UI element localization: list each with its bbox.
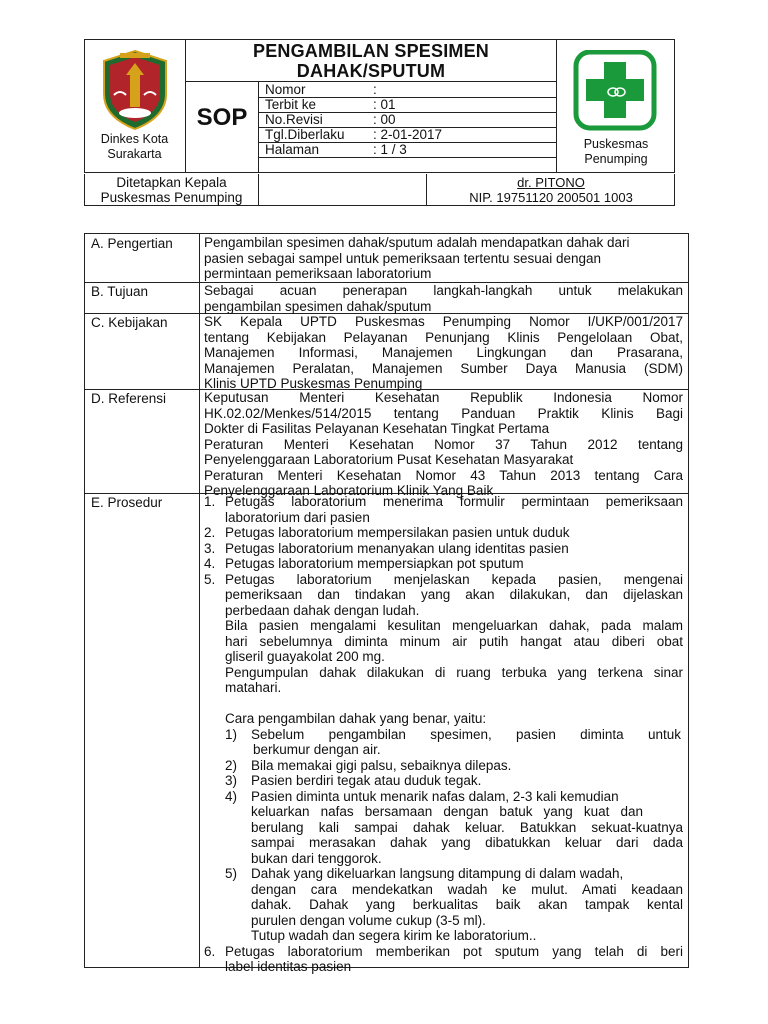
sub-procedure-title: Cara pengambilan dahak yang benar, yaitu:	[225, 711, 487, 726]
text-line: berulang kali sampai dahak keluar. Batukkan sekuat-kuatnya	[251, 819, 683, 835]
text-line: HK.02.02/Menkes/514/2015 tentang Panduan Praktik Klinis Bagi	[204, 405, 683, 421]
substep-number: 4)	[225, 788, 238, 804]
divider	[258, 157, 556, 158]
text-line: permintaan pemeriksaan laboratorium	[204, 266, 432, 281]
text-line: Peraturan Menteri Kesehatan Nomor 43 Tahun 2013 tentang Cara	[204, 467, 683, 483]
text-line: Bila pasien mengalami kesulitan mengeluarkan dahak, pada malam	[225, 618, 683, 633]
meta-label: Nomor	[265, 82, 306, 97]
text-line: perbedaan dahak dengan ludah.	[225, 602, 420, 618]
section-label-pengertian: A. Pengertian	[91, 236, 173, 251]
meta-value: : 00	[373, 112, 396, 127]
substep-text	[251, 866, 683, 944]
step-number: 5.	[204, 571, 216, 587]
caption-line: Puskesmas	[583, 137, 649, 151]
text-line: Petugas laboratorium memberikan pot sputum yang telah di beri	[225, 943, 683, 959]
step-text: Petugas laboratorium menanyakan ulang identitas pasien	[225, 540, 569, 556]
text-line: Dahak yang dikeluarkan langsung ditampung di dalam wadah,	[251, 866, 624, 881]
text-line: Tutup wadah dan segera kirim ke laboratorium..	[251, 928, 537, 943]
text-line: Pasien diminta untuk menarik nafas dalam, 2-3 kali kemudian	[251, 788, 619, 804]
text-line: sampai merasakan dahak yang dibatukkan keluar dari dada	[251, 835, 683, 850]
section-label-kebijakan: C. Kebijakan	[91, 315, 168, 330]
step-number: 6.	[204, 943, 216, 959]
step-number: 3.	[204, 540, 216, 556]
text-line: Keputusan Menteri Kesehatan Republik Indonesia Nomor	[204, 390, 683, 405]
text-line: Penyelenggaraan Laboratorium Klinik Yang Baik	[204, 483, 494, 498]
text-line: berkumur dengan air.	[253, 742, 381, 757]
substep-number: 5)	[225, 866, 238, 881]
text-line: dahak. Dahak yang berkualitas baik akan tampak kental	[251, 897, 683, 912]
meta-label: Terbit ke	[265, 97, 317, 112]
document-title	[186, 41, 556, 81]
text-line: Pengambilan spesimen dahak/sputum adalah mendapatkan dahak dari	[204, 235, 630, 250]
substep-number: 1)	[225, 726, 238, 742]
sop-label: SOP	[196, 104, 248, 131]
text-line: tentang Kebijakan Pelayanan Penunjang Klinis Pengelolaan Obat,	[204, 329, 683, 345]
signatory-nip: NIP. 19751120 200501 1003	[469, 190, 633, 205]
established-line: Ditetapkan Kepala	[116, 175, 227, 190]
signatory	[427, 175, 675, 205]
title-line: DAHAK/SPUTUM	[296, 61, 446, 81]
puskesmas-logo	[570, 50, 660, 132]
right-logo-caption	[557, 137, 675, 167]
section-label-referensi: D. Referensi	[91, 391, 167, 406]
text-line: Sebelum pengambilan spesimen, pasien diminta untuk	[251, 726, 681, 742]
text-line: pasien sebagai sampel untuk pemeriksaan tertentu sesuai dengan	[204, 250, 602, 266]
meta-value: :	[373, 82, 377, 97]
substep-text	[251, 727, 681, 758]
divider	[258, 174, 259, 206]
text-line: Manajemen Informasi, Manajemen Lingkungan dan Prasarana,	[204, 345, 683, 360]
divider	[199, 233, 200, 968]
signatory-name: dr. PITONO	[517, 175, 585, 190]
caption-line: Surakarta	[107, 147, 162, 161]
text-line: Petugas laboratorium menjelaskan kepada pasien, mengenai	[225, 571, 683, 587]
section-text-kebijakan	[204, 314, 683, 392]
text-line: Pengumpulan dahak dilakukan di ruang terbuka yang terkena sinar	[225, 664, 683, 680]
text-line: Klinis UPTD Puskesmas Penumping	[204, 376, 423, 391]
procedure-list	[204, 494, 684, 974]
step-text	[225, 944, 683, 975]
step-number: 1.	[204, 494, 216, 509]
left-logo-caption	[84, 132, 185, 162]
step-text	[225, 572, 683, 696]
section-text-tujuan	[204, 283, 683, 314]
section-text-referensi	[204, 390, 683, 499]
text-line: matahari.	[225, 680, 282, 695]
caption-line: Dinkes Kota	[100, 132, 169, 146]
step-text: Petugas laboratorium mempersilakan pasien untuk duduk	[225, 525, 570, 540]
step-number: 4.	[204, 556, 216, 571]
text-line: purulen dengan volume cukup (3-5 ml).	[251, 912, 486, 928]
text-line: label identitas pasien	[225, 959, 352, 974]
text-line: dengan cara mendekatkan wadah ke mulut. Amati keadaan	[251, 881, 683, 897]
meta-label: Halaman	[265, 142, 320, 157]
meta-value: : 1 / 3	[373, 142, 407, 157]
meta-label: No.Revisi	[265, 112, 323, 127]
step-number: 2.	[204, 525, 216, 540]
meta-value: : 01	[373, 97, 396, 112]
text-line: Manajemen Peralatan, Manajemen Sumber Daya Manusia (SDM)	[204, 360, 683, 376]
text-line: Dokter di Fasilitas Pelayanan Kesehatan Tingkat Pertama	[204, 421, 550, 436]
substep-number: 2)	[225, 757, 238, 773]
text-line: pengambilan spesimen dahak/sputum	[204, 298, 432, 314]
title-line: PENGAMBILAN SPESIMEN	[252, 41, 490, 61]
step-text	[225, 494, 683, 525]
substep-text	[251, 789, 683, 867]
text-line: bukan dari tenggorok.	[251, 850, 382, 866]
substep-text: Pasien berdiri tegak atau duduk tegak.	[251, 773, 482, 788]
section-label-prosedur: E. Prosedur	[91, 495, 163, 510]
text-line: Sebagai acuan penerapan langkah-langkah untuk melakukan	[204, 283, 683, 298]
text-line: Petugas laboratorium menerima formulir permintaan pemeriksaan	[225, 494, 683, 509]
section-label-tujuan: B. Tujuan	[91, 284, 149, 299]
meta-value: : 2-01-2017	[373, 127, 443, 142]
text-line: Penyelenggaraan Laboratorium Pusat Kesehatan Masyarakat	[204, 452, 574, 467]
step-text: Petugas laboratorium mempersiapkan pot sputum	[225, 556, 524, 571]
text-line: laboratorium dari pasien	[225, 509, 370, 525]
text-line: hari sebelumnya diminta minum air putih hangat atau diberi obat	[225, 633, 683, 649]
text-line: Peraturan Menteri Kesehatan Nomor 37 Tahun 2012 tentang	[204, 436, 683, 452]
caption-line: Penumping	[584, 152, 648, 166]
substep-text: Bila memakai gigi palsu, sebaiknya dilepas.	[251, 757, 512, 773]
dinkes-surakarta-logo	[100, 49, 170, 131]
established-line: Puskesmas Penumping	[100, 190, 243, 205]
text-line: keluarkan nafas bersamaan dengan batuk yang kuat dan	[251, 804, 643, 819]
text-line: gliseril guayakolat 200 mg.	[225, 649, 385, 664]
text-line: pemeriksaan dan tindakan yang akan dilakukan, dan dijelaskan	[225, 587, 683, 602]
substep-number: 3)	[225, 773, 238, 788]
divider	[185, 81, 556, 82]
meta-label: Tgl.Diberlaku	[265, 127, 345, 142]
text-line: SK Kepala UPTD Puskesmas Penumping Nomor I/UKP/001/2017	[204, 314, 683, 329]
section-text-pengertian	[204, 235, 683, 282]
established-by	[85, 175, 258, 205]
